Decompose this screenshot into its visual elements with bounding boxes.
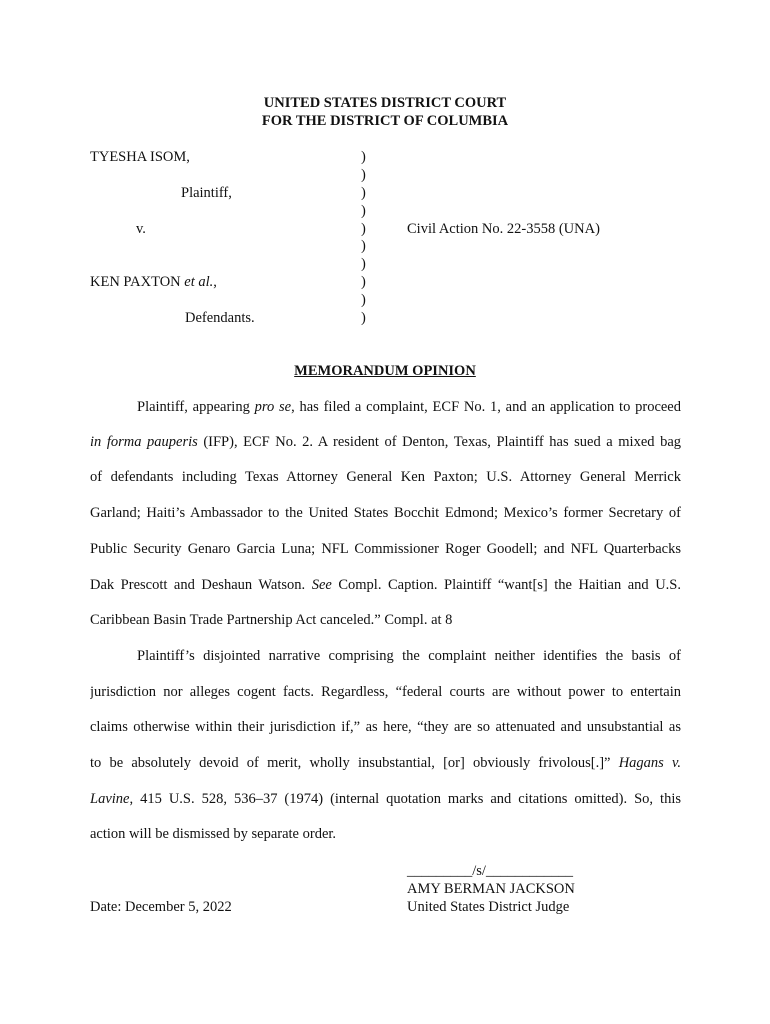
body-line: Plaintiff’s disjointed narrative comprising the complaint neither identifies the basis of: [137, 648, 681, 664]
body-line: Garland; Haiti’s Ambassador to the United States Bocchit Edmond; Mexico’s former Secretary of: [90, 505, 681, 521]
caption-paren: ): [361, 310, 366, 326]
caption-paren: ): [361, 203, 366, 219]
body-line: action will be dismissed by separate order.: [90, 826, 337, 842]
caption-paren: ): [361, 185, 366, 201]
plaintiff-role: Plaintiff,: [181, 185, 232, 201]
caption-paren: ): [361, 167, 366, 183]
court-name-line1: UNITED STATES DISTRICT COURT: [263, 95, 507, 111]
opinion-date: Date: December 5, 2022: [90, 899, 232, 915]
body-line: claims otherwise within their jurisdiction if,” as here, “they are so attenuated and unsubstantial as: [90, 719, 681, 735]
plaintiff-name: TYESHA ISOM,: [90, 149, 190, 165]
judge-title: United States District Judge: [407, 899, 570, 915]
signature-line: _________/s/____________: [407, 863, 573, 879]
body-line: jurisdiction nor alleges cogent facts. Regardless, “federal courts are without power to entertain: [90, 684, 681, 700]
body-line: Lavine, 415 U.S. 528, 536–37 (1974) (internal quotation marks and citations omitted). So, this: [90, 791, 681, 807]
defendant-role: Defendants.: [185, 310, 255, 326]
defendant-name: KEN PAXTON et al.,: [90, 274, 217, 290]
versus: v.: [136, 221, 146, 237]
body-line: Dak Prescott and Deshaun Watson. See Compl. Caption. Plaintiff “want[s] the Haitian and U.S.: [90, 577, 681, 593]
memorandum-heading: MEMORANDUM OPINION: [294, 363, 476, 379]
caption-paren: ): [361, 292, 366, 308]
caption-paren: ): [361, 149, 366, 165]
caption-paren: ): [361, 221, 366, 237]
body-line: in forma pauperis (IFP), ECF No. 2. A resident of Denton, Texas, Plaintiff has sued a mixed bag: [90, 434, 681, 450]
civil-action-number: Civil Action No. 22-3558 (UNA): [407, 221, 600, 237]
body-line: Public Security Genaro Garcia Luna; NFL Commissioner Roger Goodell; and NFL Quarterbacks: [90, 541, 681, 557]
body-line: to be absolutely devoid of merit, wholly insubstantial, [or] obviously frivolous[.]” Hagans v.: [90, 755, 681, 771]
body-line: Caribbean Basin Trade Partnership Act canceled.” Compl. at 8: [90, 612, 453, 628]
body-line: Plaintiff, appearing pro se, has filed a complaint, ECF No. 1, and an application to proceed: [137, 399, 681, 415]
court-name-line2: FOR THE DISTRICT OF COLUMBIA: [261, 113, 509, 129]
body-line: of defendants including Texas Attorney General Ken Paxton; U.S. Attorney General Merrick: [90, 469, 681, 485]
caption-paren: ): [361, 238, 366, 254]
caption-paren: ): [361, 274, 366, 290]
judge-name: AMY BERMAN JACKSON: [407, 881, 575, 897]
caption-paren: ): [361, 256, 366, 272]
